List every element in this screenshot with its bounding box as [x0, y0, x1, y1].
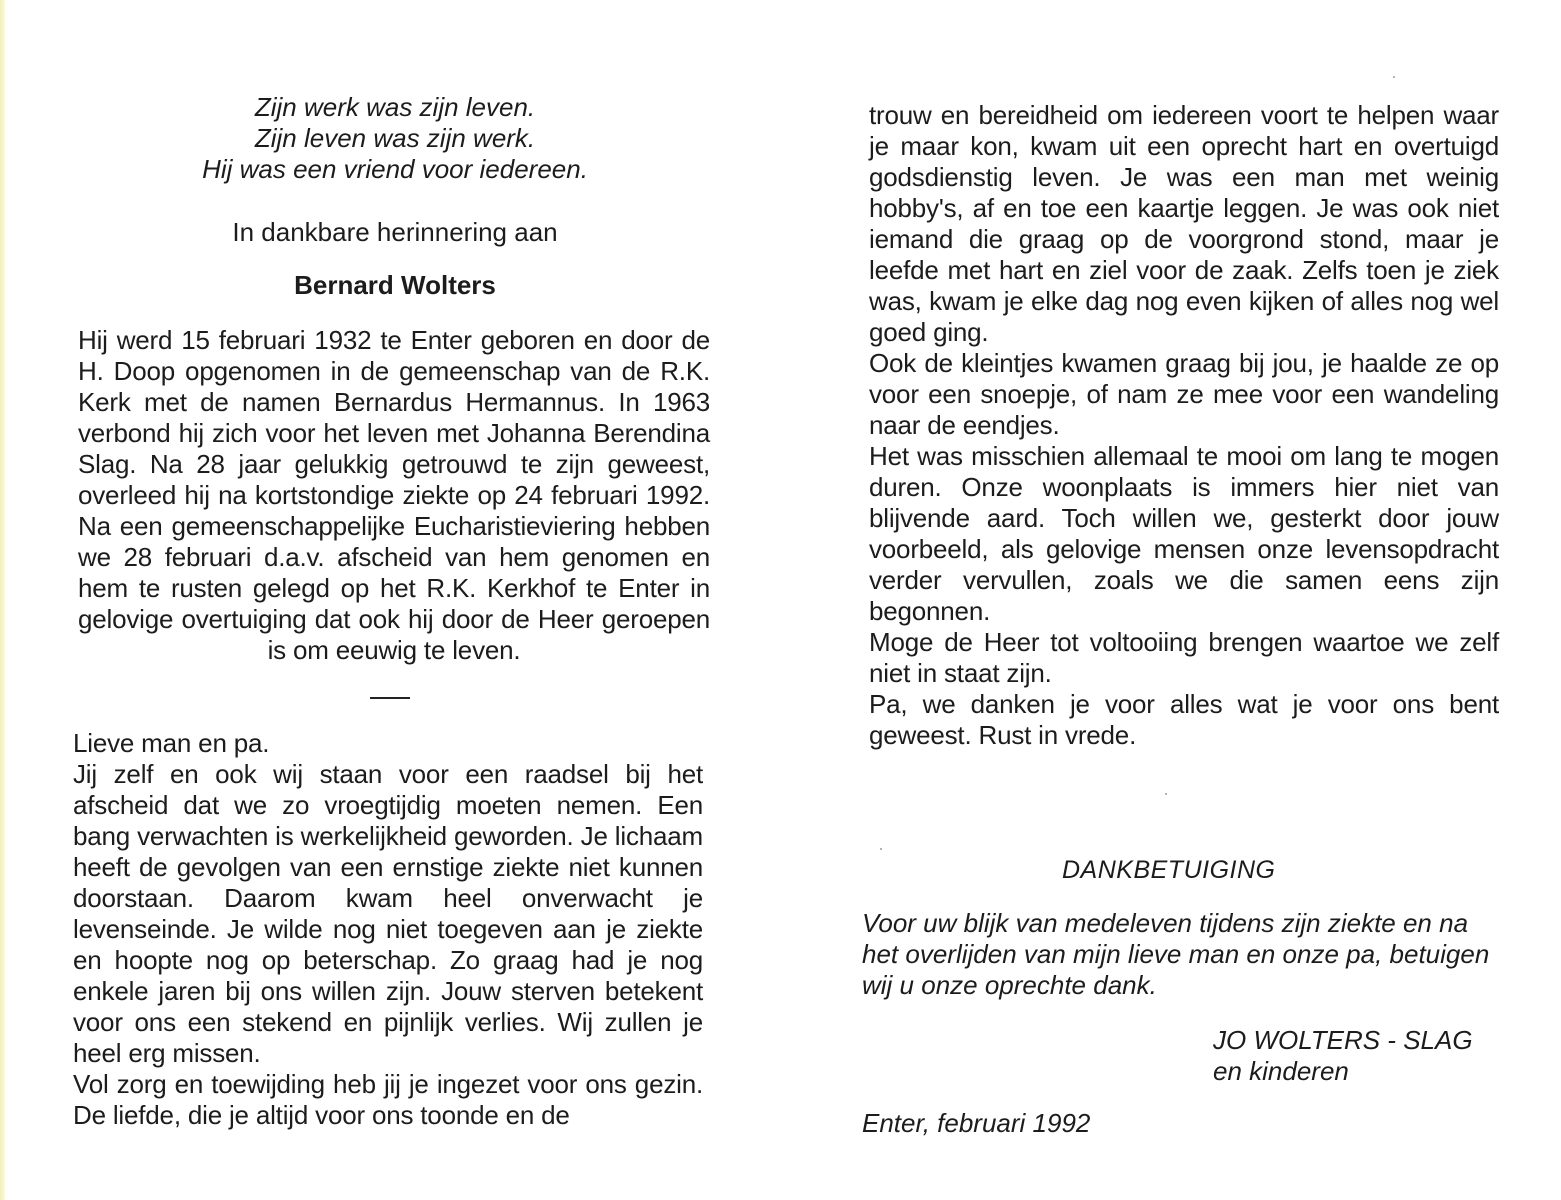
paper-speck: [1393, 76, 1395, 78]
letter-paragraph: Het was misschien allemaal te mooi om lang te mogen duren. Onze woonplaats is immers hier niet van blijvende aard. Toch willen we, gesterkt door jouw voorbeeld, als gelovige mensen onze levensopdracht verder vervullen, zoals we die samen eens zijn begonnen.: [869, 441, 1499, 626]
paper-speck: [1165, 793, 1167, 795]
signature-sub: en kinderen: [1213, 1056, 1349, 1086]
paper-speck: [880, 848, 882, 850]
place-date: Enter, februari 1992: [862, 1108, 1091, 1138]
letter-closing: Pa, we danken je voor alles wat je voor ons bent geweest. Rust in vrede.: [869, 689, 1499, 750]
biography-paragraph: Hij werd 15 februari 1932 te Enter geboren en door de H. Doop opgenomen in de gemeenschap van de R.K. Kerk met de namen Bernardus Hermannus. In 1963 verbond hij zich voor het leven met Johanna Berendina Slag. Na 28 jaar gelukkig getrouwd te zijn geweest, overleed hij na kortstondige ziekte op 24 februari 1992. Na een gemeenschappelijke Eucharistieviering hebben we 28 februari d.a.v. afscheid van hem genomen en hem te rusten gelegd op het R.K. Kerkhof te Enter in gelovige overtuiging dat ook hij door de Heer geroepen is om eeuwig te leven.: [78, 325, 710, 665]
letter-paragraph: Vol zorg en toewijding heb jij je ingezet voor ons gezin. De liefde, die je altijd voor ons toonde en de: [73, 1069, 703, 1130]
letter-right-column: [869, 100, 1499, 751]
section-divider: [370, 697, 410, 699]
deceased-name: Bernard Wolters: [294, 270, 496, 300]
motto-line: Zijn werk was zijn leven.: [254, 92, 536, 122]
letter-paragraph: Jij zelf en ook wij staan voor een raadsel bij het afscheid dat we zo vroegtijdig moeten nemen. Een bang verwachten is werkelijkheid geworden. Je lichaam heeft de gevolgen van een ernstige ziekte niet kunnen doorstaan. Daarom kwam heel onverwacht je levenseinde. Je wilde nog niet toegeven aan je ziekte en hoopte nog op beterschap. Zo graag had je nog enkele jaren bij ons willen zijn. Jouw sterven betekent voor ons een stekend en pijnlijk verlies. Wij zullen je heel erg missen.: [73, 759, 703, 1068]
letter-greeting: Lieve man en pa.: [73, 728, 270, 758]
motto-line: Zijn leven was zijn werk.: [254, 123, 536, 153]
signature-name: JO WOLTERS - SLAG: [1213, 1025, 1473, 1055]
motto: [150, 92, 640, 185]
thanks-heading: DANKBETUIGING: [1062, 856, 1276, 884]
letter-paragraph: Moge de Heer tot voltooiing brengen waartoe we zelf niet in staat zijn.: [869, 627, 1499, 688]
signature: [1213, 1025, 1513, 1087]
motto-line: Hij was een vriend voor iedereen.: [202, 154, 588, 184]
paper-edge: [0, 0, 5, 1200]
letter-paragraph: trouw en bereidheid om iedereen voort te helpen waar je maar kon, kwam uit een oprecht hart en overtuigd godsdienstig leven. Je was een man met weinig hobby's, af en toe een kaartje leggen. Je was ook niet iemand die graag op de voorgrond stond, maar je leefde met hart en ziel voor de zaak. Zelfs toen je ziek was, kwam je elke dag nog even kijken of alles nog wel goed ging.: [869, 100, 1499, 347]
thanks-body: Voor uw blijk van medeleven tijdens zijn ziekte en na het overlijden van mijn lieve man en onze pa, betuigen wij u onze oprechte dank.: [862, 908, 1490, 1000]
letter-paragraph: Ook de kleintjes kwamen graag bij jou, je haalde ze op voor een snoepje, of nam ze mee voor een wandeling naar de eendjes.: [869, 348, 1499, 440]
left-page: [0, 0, 780, 1200]
intro-text: In dankbare herinnering aan: [232, 217, 558, 247]
letter-left-column: [73, 728, 703, 1131]
